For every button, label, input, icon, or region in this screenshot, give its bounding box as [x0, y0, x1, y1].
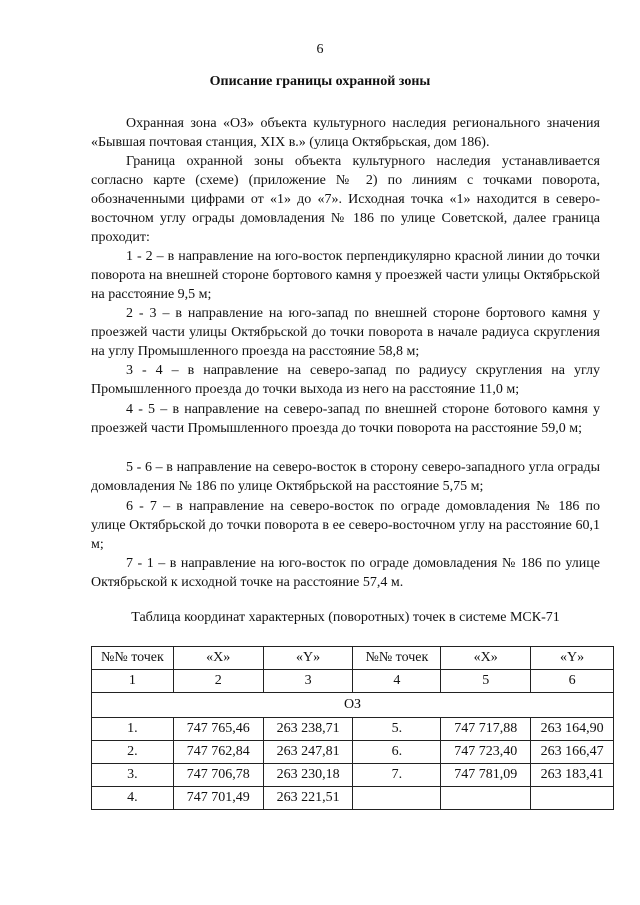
header-cell: №№ точек [92, 647, 174, 670]
table-row [92, 764, 614, 787]
paragraph-boundary-description: Граница охранной зоны объекта культурного наследия устанавливается согласно карте (схеме) (приложение № 2) по линиям с точками поворота, обозначенными цифрами от «1» до «7». Исходная точка «1» находится в северо-восточном углу ограды домовладения № 186 по улице Советской, далее граница проходит: [91, 154, 600, 245]
header-cell: «Y» [531, 647, 614, 670]
table-cell: 1. [92, 718, 174, 741]
paragraph-segment-5-6: 5 - 6 – в направление на северо-восток в сторону северо-западного угла ограды домовладения № 186 по улице Октябрьской на расстояние 5,75 м; [91, 460, 600, 494]
table-cell: 747 762,84 [173, 741, 263, 764]
column-number-cell: 6 [531, 670, 614, 693]
table-cell: 747 717,88 [441, 718, 531, 741]
table-cell: 263 183,41 [531, 764, 614, 787]
column-number-cell: 1 [92, 670, 174, 693]
table-cell [441, 787, 531, 810]
table-cell [353, 787, 441, 810]
table-cell: 6. [353, 741, 441, 764]
table-row [92, 741, 614, 764]
section-title: Описание границы охранной зоны [209, 74, 431, 89]
header-cell: «Y» [263, 647, 353, 670]
table-cell: 7. [353, 764, 441, 787]
paragraph-zone-intro: Охранная зона «ОЗ» объекта культурного наследия регионального значения «Бывшая почтовая станция, XIX в.» (улица Октябрьская, дом 186). [91, 116, 600, 150]
table-cell: 747 765,46 [173, 718, 263, 741]
table-cell [531, 787, 614, 810]
table-cell: 747 701,49 [173, 787, 263, 810]
header-cell: №№ точек [353, 647, 441, 670]
column-number-cell: 2 [173, 670, 263, 693]
zone-label-cell: ОЗ [92, 693, 614, 718]
table-cell: 2. [92, 741, 174, 764]
column-number-cell: 4 [353, 670, 441, 693]
table-cell: 4. [92, 787, 174, 810]
paragraph-segment-3-4: 3 - 4 – в направление на северо-запад по радиусу скругления на углу Промышленного проезда до точки выхода из него на расстояние 11,0 м; [91, 363, 600, 397]
paragraph-segment-4-5: 4 - 5 – в направление на северо-запад по внешней стороне ботового камня у проезжей части Промышленного проезда до точки поворота на расстояние 59,0 м; [91, 402, 600, 436]
table-cell: 263 221,51 [263, 787, 353, 810]
coordinates-table [91, 646, 614, 810]
table-cell: 5. [353, 718, 441, 741]
table-cell: 263 164,90 [531, 718, 614, 741]
paragraph-segment-2-3: 2 - 3 – в направление на юго-запад по внешней стороне бортового камня у проезжей части улицы Октябрьской до точки поворота в начале радиуса скругления на углу Промышленного проезда на расстояние 58,8 м; [91, 306, 600, 359]
column-number-cell: 3 [263, 670, 353, 693]
table-cell: 3. [92, 764, 174, 787]
table-cell: 263 238,71 [263, 718, 353, 741]
zone-label-row [92, 693, 614, 718]
page-number: 6 [316, 42, 324, 57]
paragraph-segment-7-1: 7 - 1 – в направление на юго-восток по ограде домовладения № 186 по улице Октябрьской к исходной точке на расстояние 57,4 м. [91, 556, 600, 590]
table-cell: 263 247,81 [263, 741, 353, 764]
column-number-cell: 5 [441, 670, 531, 693]
header-cell: «X» [173, 647, 263, 670]
table-cell: 747 723,40 [441, 741, 531, 764]
paragraph-segment-1-2: 1 - 2 – в направление на юго-восток перпендикулярно красной линии до точки поворота на внешней стороне бортового камня у проезжей части улицы Октябрьской на расстояние 9,5 м; [91, 249, 600, 302]
table-cell: 263 230,18 [263, 764, 353, 787]
table-cell: 747 706,78 [173, 764, 263, 787]
table-row [92, 787, 614, 810]
paragraph-segment-6-7: 6 - 7 – в направление на северо-восток по ограде домовладения № 186 по улице Октябрьской до точки поворота в ее северо-восточном углу на расстояние 60,1 м; [91, 499, 600, 552]
table-cell: 263 166,47 [531, 741, 614, 764]
header-cell: «X» [441, 647, 531, 670]
column-number-row [92, 670, 614, 693]
table-cell: 747 781,09 [441, 764, 531, 787]
table-row [92, 718, 614, 741]
table-caption: Таблица координат характерных (поворотных) точек в системе МСК-71 [131, 610, 560, 625]
table-header-row [92, 647, 614, 670]
